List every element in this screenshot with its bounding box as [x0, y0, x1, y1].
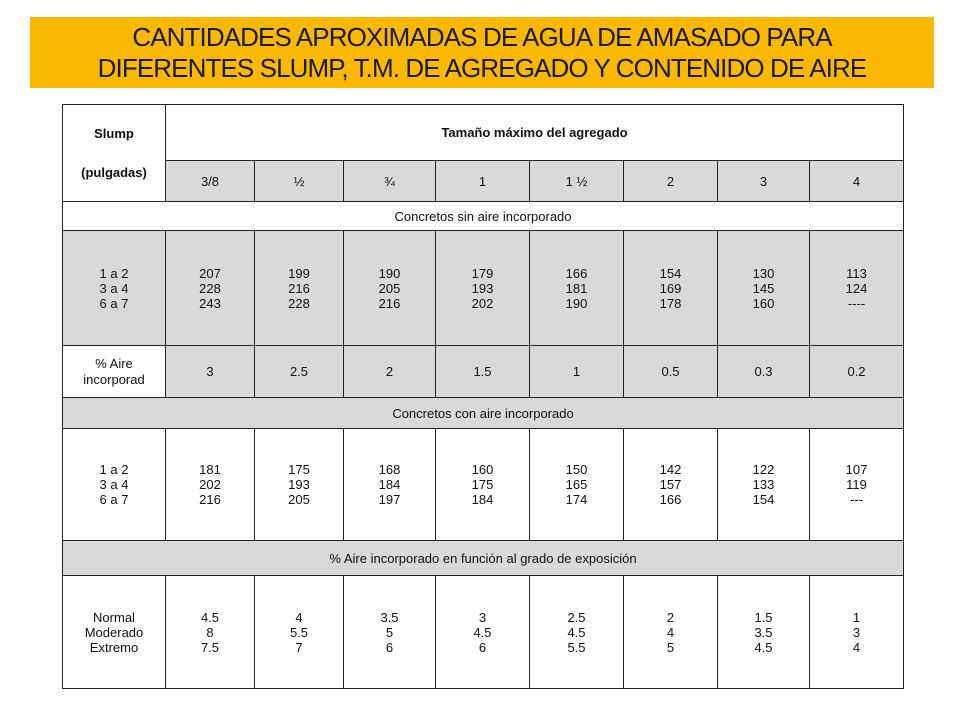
- cell-text: 166: [659, 492, 682, 507]
- cell-text: 160: [471, 462, 494, 477]
- value-cell: [255, 231, 344, 346]
- cell-text: 5.5: [289, 624, 309, 640]
- cell-text: 4: [295, 609, 303, 625]
- section-title-con-aire: Concretos con aire incorporado: [63, 398, 904, 429]
- value-cell: [530, 576, 624, 689]
- value-cell: [344, 576, 436, 689]
- slump-unit: (pulgadas): [81, 165, 147, 180]
- cell-text: ---: [850, 492, 863, 507]
- cell-text: 190: [565, 295, 588, 311]
- size-cell: ¾: [344, 161, 436, 202]
- size-cell: 2: [624, 161, 718, 202]
- cell-text: 142: [659, 462, 682, 477]
- value-cell: [166, 231, 255, 346]
- cell-text: 228: [288, 295, 310, 311]
- cell-text: 175: [471, 477, 494, 492]
- value-cell: [436, 231, 530, 346]
- cell-text: 4: [666, 624, 675, 640]
- cell-text: 3 a 4: [99, 477, 129, 492]
- cell-text: 157: [659, 477, 682, 492]
- cell-text: 202: [471, 295, 494, 311]
- aire-cell: 0.2: [810, 346, 904, 398]
- size-cell: 1 ½: [530, 161, 624, 202]
- cell-text: 178: [659, 295, 682, 311]
- value-cell: [624, 576, 718, 689]
- cell-text: 184: [378, 477, 401, 492]
- value-cell: [624, 231, 718, 346]
- cell-text: 154: [752, 492, 775, 507]
- cell-text: 179: [471, 265, 494, 281]
- value-cell: [344, 231, 436, 346]
- slump-header: [63, 105, 166, 202]
- cell-text: 5: [666, 639, 675, 655]
- cell-text: 216: [199, 492, 221, 507]
- sin-aire-group: [63, 231, 904, 346]
- cell-text: 122: [752, 462, 775, 477]
- value-cell: [718, 231, 810, 346]
- cell-text: 150: [565, 462, 588, 477]
- aire-cell: 3: [166, 346, 255, 398]
- cell-text: 4: [852, 639, 861, 655]
- cell-text: 6 a 7: [99, 295, 129, 311]
- cell-text: 3 a 4: [99, 280, 129, 296]
- cell-text: 205: [288, 492, 310, 507]
- size-cell: 3/8: [166, 161, 255, 202]
- aire-cell: 0.5: [624, 346, 718, 398]
- cell-text: 4.5: [200, 609, 220, 625]
- cell-text: 4.5: [473, 624, 492, 640]
- cell-text: 199: [288, 265, 310, 281]
- cell-text: 1: [852, 609, 861, 625]
- cell-text: Normal: [93, 609, 135, 625]
- cell-text: 7: [295, 639, 303, 655]
- cell-text: 3: [478, 609, 487, 625]
- cell-text: 202: [199, 477, 221, 492]
- cell-text: 165: [565, 477, 588, 492]
- aire-cell: 1: [530, 346, 624, 398]
- cell-text: 119: [846, 477, 867, 492]
- cell-text: 207: [199, 265, 221, 281]
- cell-text: 3: [852, 624, 861, 640]
- cell-text: 184: [471, 492, 494, 507]
- value-cell: [624, 429, 718, 541]
- tamano-header: Tamaño máximo del agregado: [166, 105, 904, 161]
- size-cell: 1: [436, 161, 530, 202]
- cell-text: 4.5: [567, 624, 586, 640]
- size-row: [63, 161, 904, 202]
- value-cell: [166, 429, 255, 541]
- cell-text: 3.5: [380, 609, 399, 625]
- cell-text: 107: [845, 462, 868, 477]
- aire-cell: 2.5: [255, 346, 344, 398]
- cell-text: 4.5: [754, 639, 773, 655]
- size-cell: ½: [255, 161, 344, 202]
- cell-text: 169: [659, 280, 682, 296]
- cell-text: 216: [378, 295, 401, 311]
- value-cell: [255, 429, 344, 541]
- exposicion-group: [63, 576, 904, 689]
- title-line-2: DIFERENTES SLUMP, T.M. DE AGREGADO Y CONTENIDO DE AIRE: [97, 52, 867, 83]
- title-banner: [30, 17, 934, 88]
- cell-text: 193: [471, 280, 494, 296]
- cell-text: 8: [206, 624, 214, 640]
- cell-text: 145: [752, 280, 775, 296]
- cell-text: 197: [378, 492, 401, 507]
- value-cell: [436, 576, 530, 689]
- cell-text: 193: [288, 477, 310, 492]
- cell-text: Moderado: [84, 624, 144, 640]
- cell-text: 5.5: [567, 639, 586, 655]
- slump-cell: [63, 231, 166, 346]
- aire-label: % Aire incorporad: [63, 346, 166, 398]
- aire-row: [63, 346, 904, 398]
- cell-text: 154: [659, 265, 682, 281]
- value-cell: [530, 429, 624, 541]
- cell-text: 113: [846, 265, 867, 281]
- section-title-exposicion: % Aire incorporado en función al grado de exposición: [63, 541, 904, 576]
- title-line-1: CANTIDADES APROXIMADAS DE AGUA DE AMASADO PARA: [132, 21, 832, 52]
- value-cell: [810, 429, 904, 541]
- cell-text: 6 a 7: [99, 492, 129, 507]
- cell-text: 124: [845, 280, 868, 296]
- exposure-cell: [63, 576, 166, 689]
- value-cell: [810, 576, 904, 689]
- aire-cell: 1.5: [436, 346, 530, 398]
- aire-cell: 0.3: [718, 346, 810, 398]
- cell-text: 1 a 2: [99, 265, 129, 281]
- cell-text: 181: [199, 462, 221, 477]
- slump-cell: [63, 429, 166, 541]
- cell-text: 5: [385, 624, 394, 640]
- value-cell: [255, 576, 344, 689]
- cell-text: 175: [288, 462, 310, 477]
- cell-text: 1 a 2: [99, 462, 129, 477]
- cell-text: 133: [752, 477, 775, 492]
- cell-text: 166: [565, 265, 588, 281]
- value-cell: [718, 429, 810, 541]
- size-cell: 4: [810, 161, 904, 202]
- slump-label: Slump: [94, 126, 134, 141]
- cell-text: 3.5: [754, 624, 773, 640]
- cell-text: 181: [565, 280, 588, 296]
- cell-text: 6: [478, 639, 487, 655]
- cell-text: 6: [385, 639, 394, 655]
- value-cell: [436, 429, 530, 541]
- cell-text: Extremo: [89, 639, 139, 655]
- cell-text: 216: [288, 280, 310, 296]
- section-title-sin-aire: Concretos sin aire incorporado: [63, 202, 904, 231]
- water-table: [62, 104, 904, 689]
- value-cell: [530, 231, 624, 346]
- value-cell: [718, 576, 810, 689]
- cell-text: 190: [378, 265, 401, 281]
- cell-text: 1.5: [754, 609, 773, 625]
- cell-text: 130: [752, 265, 775, 281]
- cell-text: 160: [752, 295, 775, 311]
- cell-text: 228: [199, 280, 221, 296]
- cell-text: 174: [565, 492, 588, 507]
- cell-text: 243: [199, 295, 221, 311]
- cell-text: 2.5: [567, 609, 586, 625]
- con-aire-group: [63, 429, 904, 541]
- cell-text: 168: [378, 462, 401, 477]
- cell-text: 7.5: [200, 639, 220, 655]
- size-cell: 3: [718, 161, 810, 202]
- value-cell: [166, 576, 255, 689]
- value-cell: [344, 429, 436, 541]
- cell-text: 2: [666, 609, 675, 625]
- cell-text: 205: [378, 280, 401, 296]
- aire-cell: 2: [344, 346, 436, 398]
- value-cell: [810, 231, 904, 346]
- cell-text: ----: [847, 295, 866, 311]
